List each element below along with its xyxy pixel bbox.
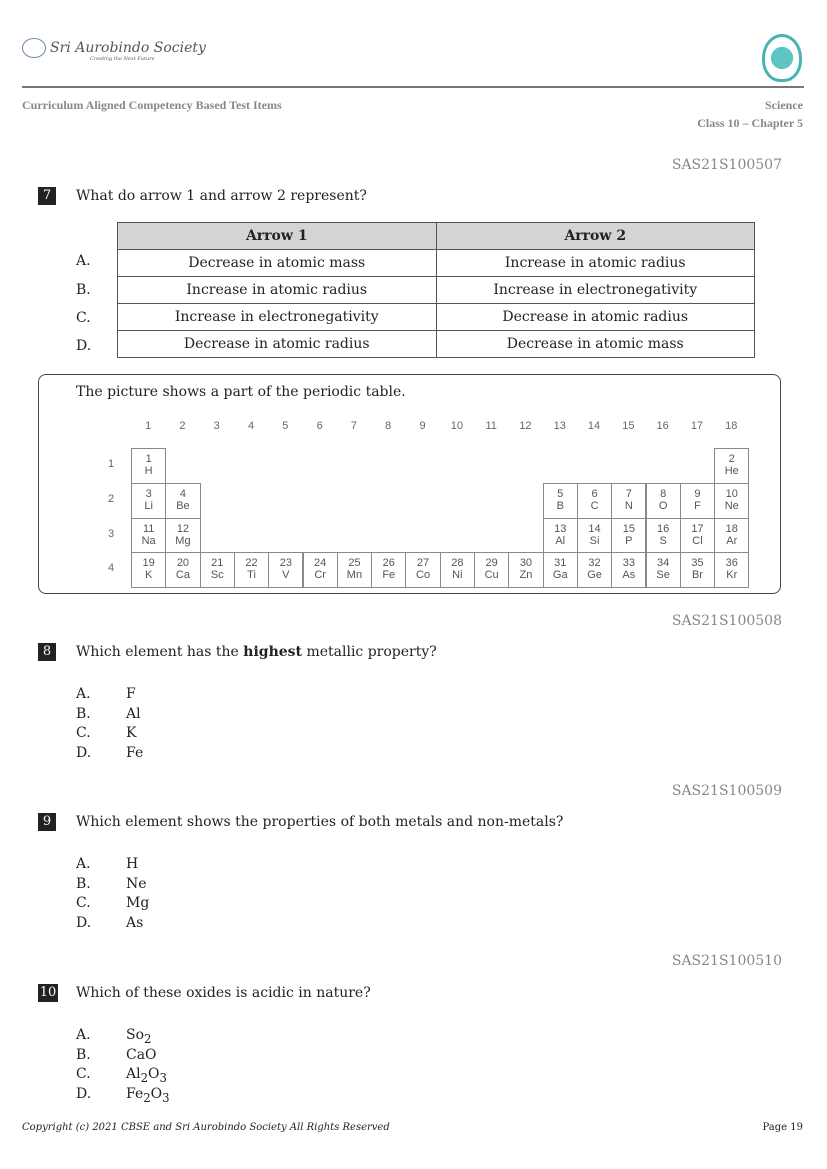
logo-tagline: Creating the Next Future — [90, 56, 155, 62]
option-letter: D. — [76, 338, 92, 354]
element-cell — [131, 448, 166, 484]
atomic-number: 14 — [588, 523, 601, 535]
cell: Decrease in atomic radius — [118, 331, 437, 358]
stimulus-text: The picture shows a part of the periodic table. — [76, 384, 406, 400]
option-letter: A. — [76, 686, 91, 702]
column-header: Arrow 1 — [118, 223, 437, 250]
option-letter: B. — [76, 1046, 91, 1063]
option-letter: B. — [76, 705, 91, 722]
option-letter: D. — [76, 914, 92, 931]
cell: Decrease in atomic radius — [436, 304, 755, 331]
copyright: Copyright (c) 2021 CBSE and Sri Aurobindo Society All Rights Reserved — [22, 1122, 390, 1133]
document-title: Curriculum Aligned Competency Based Test Items — [22, 98, 282, 112]
atomic-number: 8 — [660, 488, 667, 500]
element-symbol: Cl — [692, 535, 703, 547]
formula-part: Fe — [126, 1085, 144, 1102]
atomic-number: 20 — [176, 557, 190, 569]
table-row[interactable] — [118, 250, 755, 277]
element-symbol: Se — [656, 569, 670, 581]
atomic-number: 11 — [142, 523, 155, 535]
atomic-number: 36 — [725, 557, 738, 569]
option-text[interactable]: H — [126, 856, 139, 872]
element-symbol: Sc — [210, 569, 224, 581]
atomic-number: 17 — [691, 523, 704, 535]
option-text[interactable]: Ne — [126, 875, 147, 892]
element-cell — [165, 552, 200, 588]
option-letter: A. — [76, 253, 91, 269]
atomic-number: 25 — [348, 557, 361, 569]
subscript: 3 — [162, 1090, 170, 1105]
element-symbol: Cr — [314, 569, 326, 581]
element-cell — [165, 518, 200, 554]
element-cell — [543, 552, 578, 588]
element-cell — [714, 483, 749, 519]
option-letter: A. — [76, 1027, 91, 1043]
header-divider — [22, 86, 804, 88]
atomic-number: 21 — [211, 557, 224, 569]
subscript: 2 — [140, 1070, 149, 1085]
element-cell — [680, 518, 715, 554]
class-chapter: Class 10 – Chapter 5 — [697, 116, 803, 130]
element-cell — [714, 448, 749, 484]
element-cell — [611, 552, 646, 588]
question-number: 10 — [39, 985, 57, 1000]
atomic-number: 24 — [314, 557, 327, 569]
element-cell — [577, 552, 612, 588]
element-symbol: Ni — [452, 569, 463, 581]
group-label: 11 — [485, 420, 497, 432]
element-cell — [611, 483, 646, 519]
element-symbol: Si — [589, 535, 600, 547]
column-header: Arrow 2 — [436, 223, 755, 250]
element-symbol: K — [144, 569, 153, 581]
question-number: 7 — [38, 187, 56, 205]
subscript: 3 — [159, 1070, 167, 1085]
formula-part: Al — [126, 1066, 141, 1082]
atomic-number: 6 — [591, 488, 598, 500]
element-symbol: P — [625, 535, 633, 547]
option-text[interactable] — [126, 1066, 167, 1085]
group-label: 5 — [282, 420, 289, 432]
element-cell — [577, 518, 612, 554]
cell: Increase in atomic radius — [118, 277, 437, 304]
atomic-number: 15 — [622, 523, 635, 535]
subscript: 2 — [144, 1031, 152, 1046]
element-symbol: Ge — [587, 569, 602, 581]
period-label: 3 — [108, 528, 115, 540]
element-cell — [611, 518, 646, 554]
element-cell — [268, 552, 303, 588]
element-symbol: O — [658, 500, 668, 512]
text: Which element has the — [76, 644, 244, 660]
item-code: SAS21S100510 — [671, 953, 782, 969]
element-cell — [680, 552, 715, 588]
question-text: Which of these oxides is acidic in nature? — [76, 985, 371, 1001]
cell: Increase in atomic radius — [436, 250, 755, 277]
group-label: 13 — [553, 420, 566, 432]
group-label: 8 — [385, 420, 392, 432]
item-code: SAS21S100507 — [671, 157, 782, 173]
group-label: 16 — [656, 420, 669, 432]
atomic-number: 34 — [657, 557, 670, 569]
option-text[interactable]: Al — [126, 705, 141, 722]
emphasis: highest — [243, 644, 303, 660]
cbse-seal-logo — [762, 34, 802, 82]
question-number: 9 — [38, 813, 56, 831]
element-symbol: Be — [176, 500, 190, 512]
atomic-number: 4 — [179, 488, 186, 500]
atomic-number: 28 — [451, 557, 464, 569]
element-symbol: Cu — [484, 569, 499, 581]
cell: Decrease in atomic mass — [118, 250, 437, 277]
group-label: 17 — [690, 420, 704, 432]
atomic-number: 12 — [176, 523, 190, 535]
logo-emblem-icon — [22, 38, 46, 58]
element-symbol: Mg — [175, 535, 191, 547]
element-symbol: As — [622, 569, 636, 581]
element-symbol: Fe — [382, 569, 396, 581]
element-cell — [371, 552, 406, 588]
atomic-number: 29 — [485, 557, 498, 569]
answer-table — [117, 222, 755, 358]
option-text[interactable]: F — [126, 686, 136, 702]
element-symbol: F — [694, 500, 701, 512]
element-symbol: Mn — [346, 569, 363, 581]
option-text[interactable]: Fe — [126, 744, 144, 761]
element-cell — [714, 518, 749, 554]
subscript: 2 — [143, 1090, 151, 1105]
element-cell — [543, 518, 578, 554]
option-letter: C. — [76, 725, 91, 741]
element-cell — [234, 552, 269, 588]
element-symbol: Zn — [519, 569, 533, 581]
subject: Science — [765, 98, 803, 112]
atomic-number: 9 — [694, 488, 701, 500]
element-symbol: He — [724, 465, 739, 477]
element-symbol: Li — [144, 500, 153, 512]
element-cell — [405, 552, 440, 588]
group-label: 2 — [179, 420, 186, 432]
element-cell — [165, 483, 200, 519]
atomic-number: 7 — [625, 488, 632, 500]
page-number: Page 19 — [762, 1122, 803, 1133]
element-symbol: S — [659, 535, 667, 547]
formula-part: CaO — [126, 1046, 157, 1063]
atomic-number: 5 — [557, 488, 564, 500]
option-text[interactable] — [126, 1086, 170, 1105]
atomic-number: 19 — [142, 557, 155, 569]
item-code: SAS21S100509 — [671, 783, 782, 799]
group-label: 3 — [213, 420, 220, 432]
option-letter: B. — [76, 282, 91, 298]
sri-aurobindo-society-logo — [22, 38, 206, 62]
option-letter: D. — [76, 744, 92, 761]
element-cell — [303, 552, 338, 588]
element-cell — [646, 483, 681, 519]
option-text[interactable]: Mg — [126, 895, 150, 911]
atomic-number: 26 — [382, 557, 395, 569]
group-label: 15 — [622, 420, 635, 432]
group-label: 1 — [145, 420, 152, 432]
period-label: 4 — [108, 562, 115, 574]
atomic-number: 30 — [519, 557, 533, 569]
period-label: 1 — [108, 458, 115, 470]
element-symbol: N — [624, 500, 633, 512]
element-cell — [508, 552, 543, 588]
text: metallic property? — [302, 644, 437, 660]
formula-part: O — [148, 1066, 160, 1082]
element-cell — [131, 518, 166, 554]
table-row[interactable] — [118, 277, 755, 304]
option-letter: B. — [76, 875, 91, 892]
element-symbol: V — [282, 569, 290, 581]
atomic-number: 33 — [622, 557, 635, 569]
element-cell — [200, 552, 235, 588]
group-label: 14 — [587, 420, 601, 432]
group-label: 10 — [450, 420, 463, 432]
option-text[interactable]: As — [126, 914, 144, 931]
element-symbol: B — [556, 500, 564, 512]
option-letter: C. — [76, 895, 91, 911]
element-cell — [131, 483, 166, 519]
group-label: 6 — [316, 420, 323, 432]
option-text[interactable]: K — [126, 725, 137, 741]
atomic-number: 32 — [588, 557, 601, 569]
atomic-number: 22 — [245, 557, 258, 569]
option-letter: C. — [76, 310, 91, 326]
option-letter: A. — [76, 856, 91, 872]
atomic-number: 1 — [145, 453, 152, 465]
cell: Decrease in atomic mass — [436, 331, 755, 358]
element-symbol: Na — [141, 535, 156, 547]
atomic-number: 27 — [416, 557, 430, 569]
option-text[interactable] — [126, 1027, 151, 1046]
element-symbol: Br — [691, 569, 703, 581]
element-symbol: C — [590, 500, 599, 512]
option-letter: C. — [76, 1066, 91, 1082]
element-cell — [543, 483, 578, 519]
question-text: Which element shows the properties of both metals and non-metals? — [76, 814, 564, 830]
element-cell — [577, 483, 612, 519]
element-symbol: Ca — [175, 569, 190, 581]
element-symbol: Al — [555, 535, 566, 547]
table-row[interactable] — [118, 304, 755, 331]
group-label: 9 — [419, 420, 426, 432]
question-text: What do arrow 1 and arrow 2 represent? — [76, 188, 367, 204]
element-cell — [337, 552, 372, 588]
element-cell — [680, 483, 715, 519]
element-cell — [646, 552, 681, 588]
atomic-number: 18 — [725, 523, 738, 535]
group-label: 12 — [519, 420, 532, 432]
group-label: 4 — [247, 420, 255, 432]
element-symbol: Ga — [552, 569, 568, 581]
question-number: 8 — [38, 643, 56, 661]
element-symbol: Co — [416, 569, 431, 581]
element-symbol: Ar — [726, 535, 738, 547]
group-label: 7 — [350, 420, 357, 432]
option-letter: D. — [76, 1085, 92, 1102]
element-symbol: H — [144, 465, 153, 477]
element-cell — [646, 518, 681, 554]
atomic-number: 16 — [657, 523, 670, 535]
cell: Increase in electronegativity — [118, 304, 437, 331]
logo-text: Sri Aurobindo Society — [50, 40, 206, 56]
cell: Increase in electronegativity — [436, 277, 755, 304]
element-cell — [714, 552, 749, 588]
atomic-number: 10 — [725, 488, 738, 500]
atomic-number: 2 — [728, 453, 735, 465]
table-row[interactable] — [118, 331, 755, 358]
formula-part: So — [126, 1027, 145, 1043]
item-code: SAS21S100508 — [671, 613, 782, 629]
atomic-number: 31 — [554, 557, 567, 569]
element-cell — [440, 552, 475, 588]
atomic-number: 3 — [145, 488, 152, 500]
element-cell — [474, 552, 509, 588]
element-symbol: Kr — [726, 569, 738, 581]
atomic-number: 13 — [554, 523, 567, 535]
element-symbol: Ne — [724, 500, 739, 512]
question-text — [76, 644, 437, 660]
atomic-number: 23 — [279, 557, 292, 569]
option-text[interactable] — [126, 1047, 157, 1063]
group-label: 18 — [725, 420, 738, 432]
formula-part: O — [150, 1085, 163, 1102]
element-symbol: Ti — [247, 569, 256, 581]
atomic-number: 35 — [691, 557, 704, 569]
element-cell — [131, 552, 166, 588]
period-label: 2 — [108, 493, 115, 505]
